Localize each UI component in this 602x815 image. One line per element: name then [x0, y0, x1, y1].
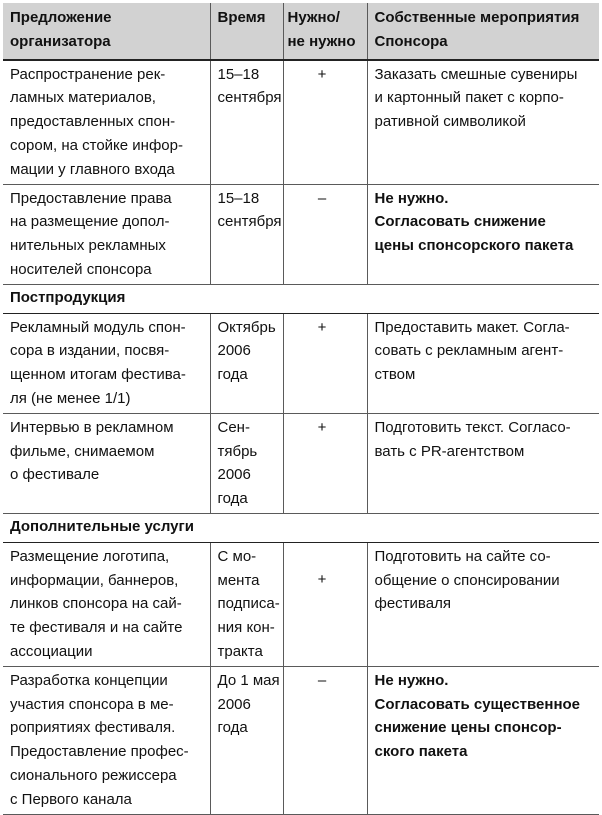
table-row [3, 313, 599, 413]
section-title: Постпродукция [3, 284, 599, 313]
table-row [3, 542, 599, 666]
time-cell: 15–18 сентября [210, 60, 283, 184]
header-offer: Предложение организатора [3, 3, 210, 60]
action-cell: Не нужно. Согласовать существенное снижение цены спонсор- ского пакета [367, 666, 599, 814]
sponsorship-table [3, 3, 599, 815]
offer-cell: Предоставление права на размещение допол- нительных рекламных носителей спонсора [3, 184, 210, 284]
header-time: Время [210, 3, 283, 60]
need-cell: – [283, 666, 367, 814]
table-row [3, 60, 599, 184]
need-cell: + [283, 542, 367, 666]
time-cell: До 1 мая 2006 года [210, 666, 283, 814]
offer-cell: Размещение логотипа, информации, баннеров, линков спонсора на сай- те фестиваля и на сайте ассоциации [3, 542, 210, 666]
table-row [3, 184, 599, 284]
action-cell: Предоставить макет. Согла- совать с рекламным агент- ством [367, 313, 599, 413]
table-row [3, 666, 599, 814]
header-need: Нужно/ не нужно [283, 3, 367, 60]
need-cell: + [283, 413, 367, 513]
section-title: Дополнительные услуги [3, 513, 599, 542]
header-sponsor-actions: Собственные мероприятия Спонсора [367, 3, 599, 60]
time-cell: Октябрь 2006 года [210, 313, 283, 413]
need-cell: – [283, 184, 367, 284]
offer-cell: Интервью в рекламном фильме, снимаемом о фестивале [3, 413, 210, 513]
time-cell: Сен- тябрь 2006 года [210, 413, 283, 513]
offer-cell: Рекламный модуль спон- сора в издании, посвя- щенном итогам фестива- ля (не менее 1/1) [3, 313, 210, 413]
action-cell: Не нужно. Согласовать снижение цены спонсорского пакета [367, 184, 599, 284]
table-row [3, 413, 599, 513]
table-header-row [3, 3, 599, 60]
time-cell: С мо- мента подписа- ния кон- тракта [210, 542, 283, 666]
need-cell: + [283, 60, 367, 184]
offer-cell: Распространение рек- ламных материалов, предоставленных спон- сором, на стойке инфор- мации у главного входа [3, 60, 210, 184]
time-cell: 15–18 сентября [210, 184, 283, 284]
need-cell: + [283, 313, 367, 413]
action-cell: Подготовить на сайте со- общение о спонсировании фестиваля [367, 542, 599, 666]
section-row-additional-services [3, 513, 599, 542]
section-row-postproduction [3, 284, 599, 313]
action-cell: Заказать смешные сувениры и картонный пакет с корпо- ративной символикой [367, 60, 599, 184]
action-cell: Подготовить текст. Согласо- вать с PR-агентством [367, 413, 599, 513]
offer-cell: Разработка концепции участия спонсора в ме- роприятиях фестиваля. Предоставление профес- сионального режиссера с Первого канала [3, 666, 210, 814]
